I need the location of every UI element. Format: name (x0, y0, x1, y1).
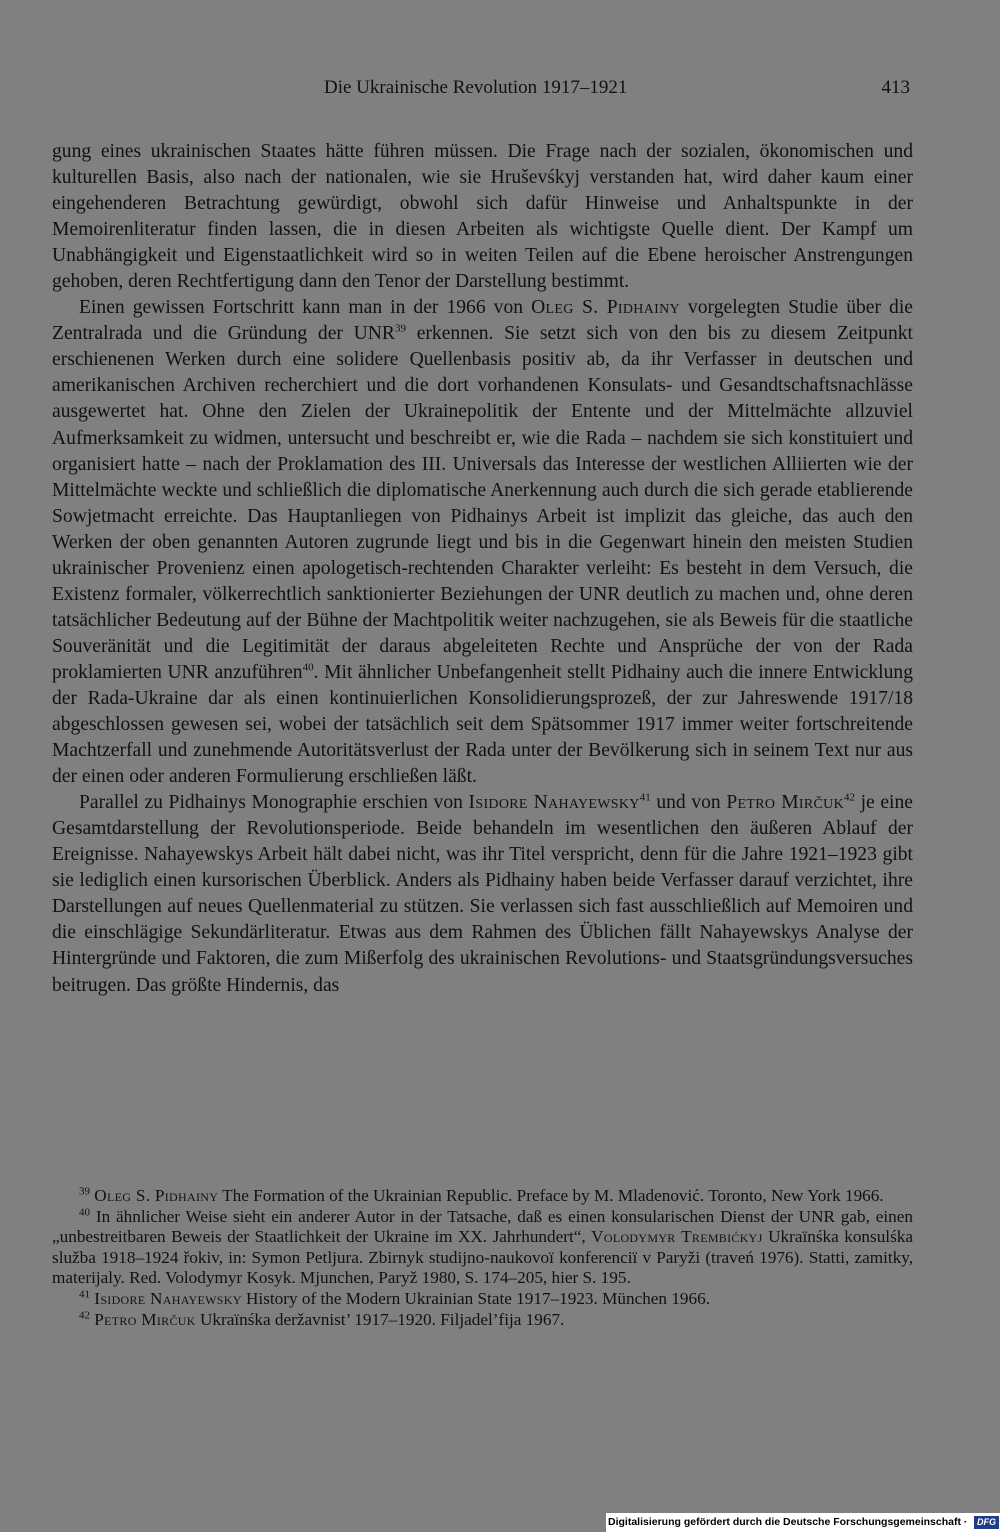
page-number: 413 (881, 77, 910, 98)
digitization-credit (606, 1513, 1000, 1532)
paragraph-1: gung eines ukrainischen Staates hätte führen müssen. Die Frage nach der sozialen, ökonomischen und kulturellen Basis, also nach der nationalen, wie sie Hruševśkyj verstanden hat, wird daher kaum einer eingehenderen Betrachtung gewürdigt, obwohl sich dafür Hinweise und Anhaltspunkte in der Memoirenliteratur finden lassen, die in diesen Arbeiten als wichtigste Quelle dient. Der Kampf um Unabhängigkeit und Eigenstaatlichkeit wird so in weiten Teilen auf die Ebene heroischer Anstrengungen gehoben, deren Rechtfertigung dann den Tenor der Darstellung bestimmt. (52, 141, 913, 293)
footnote-41: $^{41}$ Isidore Nahayewsky History of the Modern Ukrainian State 1917–1923. München 1966. (79, 1288, 710, 1308)
author-name: Isidore Nahayewsky (94, 1288, 242, 1308)
author-name: Isidore Nahayewsky (468, 792, 640, 814)
footnote-39: $^{39}$ Oleg S. Pidhainy The Formation of the Ukrainian Republic. Preface by M. Mladenović. Toronto, New York 1966. (79, 1185, 884, 1205)
author-name: Volodymyr Trembićkyj (591, 1227, 763, 1247)
footnote-ref-40[interactable]: 40 (302, 661, 314, 674)
author-name: Oleg S. Pidhainy (94, 1186, 219, 1205)
footnote-40: $^{40}$ In ähnlicher Weise sieht ein anderer Autor in der Tatsache, daß es einen konsularischen Dienst der UNR gab, einen „unbestreitbaren Beweis der Staatlichkeit der Ukraine im XX. Jahrhundert“, Volodymyr Trembićkyj Ukraïnśka konsulśka služba 1918–1924 řokiv, in: Symon Petljura. Zbirnyk studijno-naukovoï konferenciï v Paryži (traveń 1976). Statti, zamitky, materijaly. Red. Volodymyr Kosyk. Mjunchen, Paryž 1980, S. 174–205, hier S. 195. (52, 1205, 913, 1288)
author-name: Petro Mirčuk (94, 1309, 196, 1329)
running-header (52, 77, 910, 103)
footnote-ref-41[interactable]: 41 (639, 791, 651, 804)
paragraph-3: Parallel zu Pidhainys Monographie erschien von Isidore Nahayewsky$^{41}$ und von Petro Mirčuk$^{42}$ je eine Gesamtdarstellung der Revolutionsperiode. Beide behandeln im wesentlichen den äußeren Ablauf der Ereignisse. Nahayewskys Arbeit hält dabei nicht, was ihr Titel verspricht, denn für die Jahre 1921–1923 gibt sie lediglich einen kursorischen Überblick. Anders als Pidhainy haben beide Verfasser darauf verzichtet, ihre Darstellungen auf neues Quellenmaterial zu stützen. Sie verlassen sich fast ausschließlich auf Memoiren und die einschlägige Sekundärliteratur. Etwas aus dem Rahmen des Üblichen fällt Nahayewskys Analyse der Hintergründe und Faktoren, die zum Mißerfolg des ukrainischen Revolutions- und Staatsgründungsversuches beitrugen. Das größte Hindernis, das (52, 791, 913, 996)
dfg-logo-icon: DFG (974, 1516, 999, 1529)
main-text (52, 139, 913, 999)
author-name: Petro Mirčuk (726, 792, 844, 814)
credit-text: Digitalisierung gefördert durch die Deutsche Forschungsgemeinschaft · (608, 1516, 968, 1528)
footnote-number: 39 (79, 1185, 90, 1198)
footnote-number: 40 (79, 1205, 90, 1218)
paragraph-2: Einen gewissen Fortschritt kann man in der 1966 von Oleg S. Pidhainy vorgelegten Studie über die Zentralrada und die Gründung der UNR$^{39}$ erkennen. Sie setzt sich von den bis zu diesem Zeitpunkt erschienenen Werken durch eine solidere Quellenbasis positiv ab, da ihr Verfasser in deutschen und amerikanischen Archiven recherchiert und die dort vorhandenen Konsulats- und Gesandtschaftsnachlässe ausgewertet hat. Ohne den Zielen der Ukrainepolitik der Entente und der Mittelmächte allzuviel Aufmerksamkeit zu widmen, untersucht und beschreibt er, wie die Rada – nachdem sie sich konstituiert und organisiert hatte – nach der Proklamation des III. Universals das Interesse der westlichen Alliierten wie der Mittelmächte weckte und schließlich die diplomatische Anerkennung auch durch die sich gerade etablierende Sowjetmacht erreichte. Das Hauptanliegen von Pidhainys Arbeit ist implizit das gleiche, das auch den Werken der oben genannten Autoren zugrunde liegt und bis in die Gegenwart hinein den meisten Studien ukrainischer Provenienz einen apologetisch-rechtenden Charakter verleiht: Es besteht in dem Versuch, die Existenz formaler, völkerrechtlich sanktionierter Beziehungen der UNR deutlich zu machen und, ohne deren tatsächlicher Bedeutung auf der Bühne der Machtpolitik weiter nachzugehen, sie als Beweis für die staatliche Souveränität und die Legitimität der daraus abgeleiteten Rechte und Ansprüche der von der Rada proklamierten UNR anzuführen$^{40}$. Mit ähnlicher Unbefangenheit stellt Pidhainy auch die innere Entwicklung der Rada-Ukraine dar als einen kontinuierlichen Konsolidierungsprozeß, der zur Jahreswende 1917/18 abgeschlossen gewesen sei, wobei der tatsächlich seit dem Spätsommer 1917 immer weiter fortschreitende Machtzerfall und zunehmende Autoritätsverlust der Rada unter der Bevölkerung sich in seinem Text nur aus der einen oder anderen Formulierung erschließen läßt. (52, 297, 913, 788)
running-title: Die Ukrainische Revolution 1917–1921 (324, 77, 628, 98)
author-name: Oleg S. Pidhainy (531, 297, 680, 319)
footnotes (52, 1186, 913, 1330)
footnote-number: 42 (79, 1308, 90, 1321)
footnote-number: 41 (79, 1288, 90, 1301)
footnote-ref-39[interactable]: 39 (395, 322, 406, 335)
footnote-ref-42[interactable]: 42 (843, 791, 855, 804)
footnote-42: $^{42}$ Petro Mirčuk Ukraïnśka deržavnist’ 1917–1920. Filjadel’fija 1967. (79, 1308, 565, 1329)
